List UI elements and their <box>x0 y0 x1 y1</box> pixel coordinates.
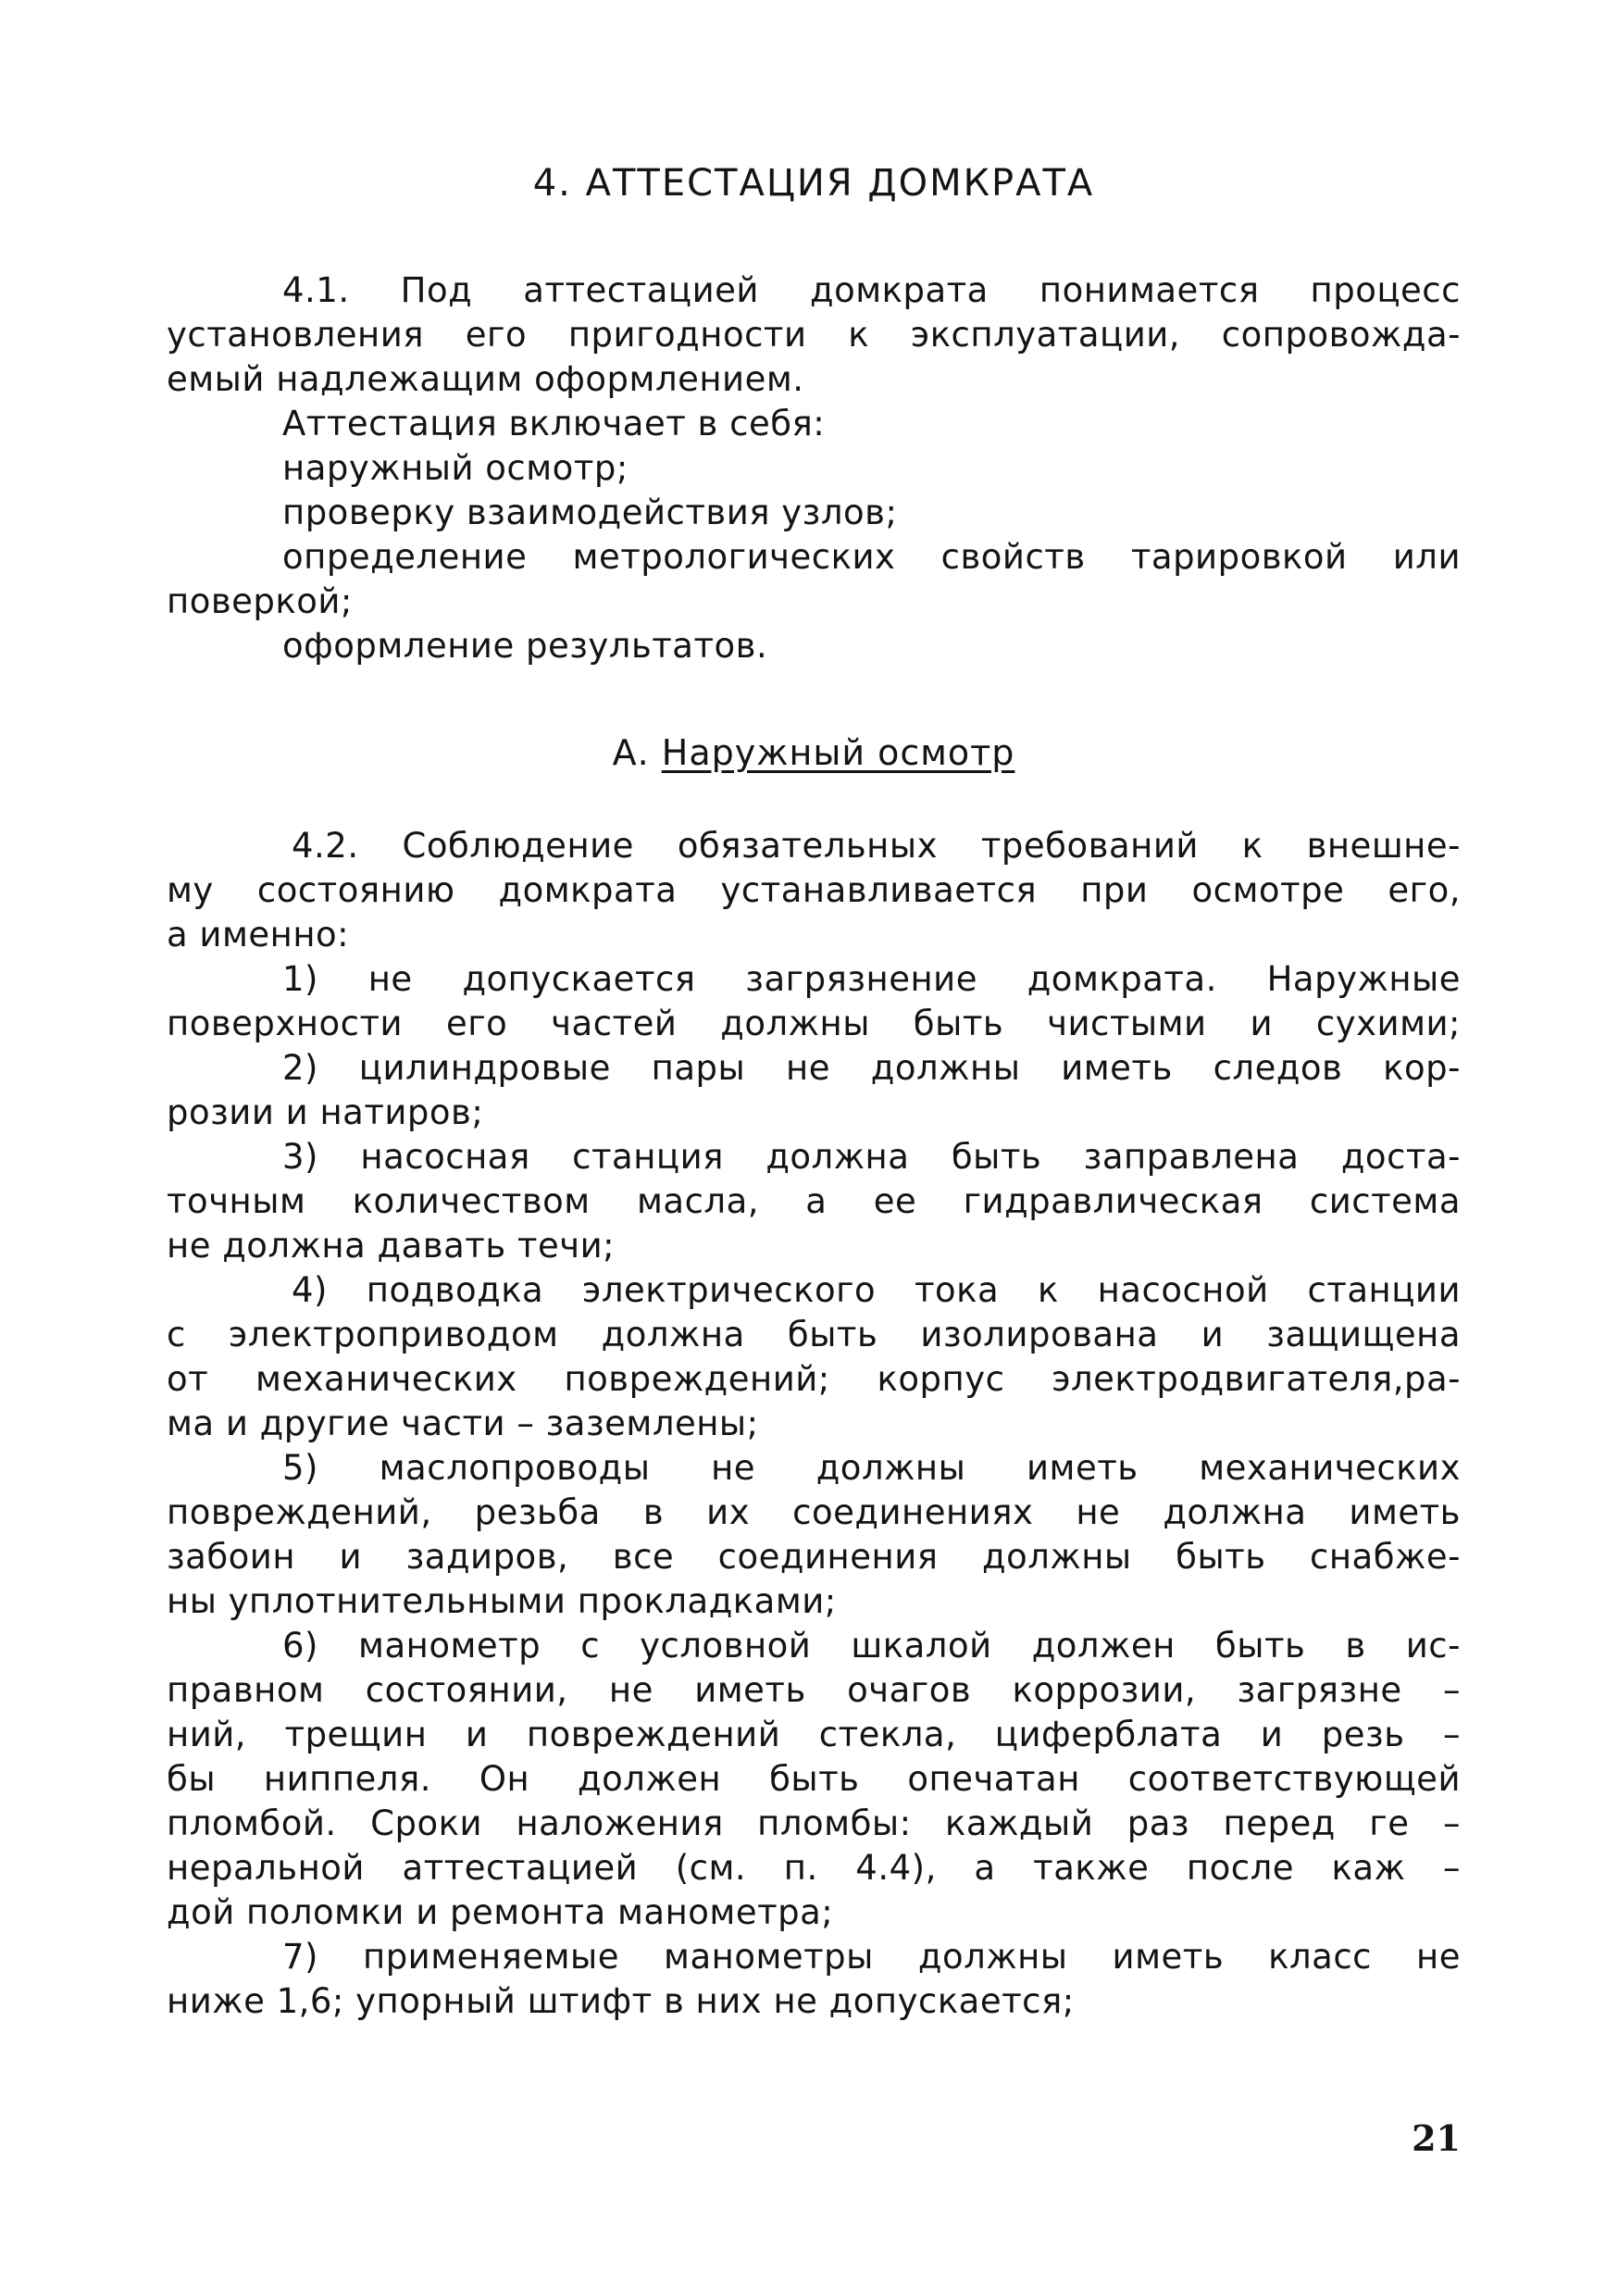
requirement-line: 6) манометр с условной шкалой должен быть в ис- <box>282 1626 1461 1666</box>
paragraph-4-1-line: емый надлежащим оформлением. <box>167 359 804 399</box>
requirement-line: 3) насосная станция должна быть заправлена доста- <box>282 1137 1461 1177</box>
requirement-line: ма и другие части – заземлены; <box>167 1404 759 1443</box>
requirement-line: забоин и задиров, все соединения должны быть снабже- <box>167 1537 1461 1577</box>
paragraph-4-2-line: 4.2. Соблюдение обязательных требований к внешне- <box>292 826 1461 866</box>
requirement-line: 4) подводка электрического тока к насосной станции <box>292 1270 1461 1310</box>
requirement-line: розии и натиров; <box>167 1092 484 1132</box>
requirement-line: ний, трещин и повреждений стекла, циферблата и резь – <box>167 1715 1461 1754</box>
paragraph-4-2-line: а именно: <box>167 915 350 955</box>
paragraph-4-1-line: установления его пригодности к эксплуатации, сопровожда- <box>167 315 1461 355</box>
page-number: 21 <box>1412 2117 1461 2159</box>
requirement-line: неральной аттестацией (см. п. 4.4), а также после каж – <box>167 1848 1461 1888</box>
chapter-title: 4. АТТЕСТАЦИЯ ДОМКРАТА <box>532 162 1095 205</box>
requirement-line: ниже 1,6; упорный штифт в них не допускается; <box>167 1981 1075 2021</box>
requirement-line: дой поломки и ремонта манометра; <box>167 1892 834 1932</box>
section-a-heading <box>167 730 1461 776</box>
section-title: Наружный осмотр <box>661 732 1015 773</box>
attestation-list-item: проверку взаимодействия узлов; <box>282 493 898 532</box>
attestation-list-item: определение метрологических свойств тарировкой или <box>282 537 1461 577</box>
section-letter: А. <box>612 732 650 773</box>
requirement-line: правном состоянии, не иметь очагов коррозии, загрязне – <box>167 1670 1461 1710</box>
paragraph-4-2-line: му состоянию домкрата устанавливается при осмотре его, <box>167 870 1461 910</box>
requirement-line: 7) применяемые манометры должны иметь класс не <box>282 1937 1461 1977</box>
requirement-line: ны уплотнительными прокладками; <box>167 1581 837 1621</box>
requirement-line: 1) не допускается загрязнение домкрата. Наружные <box>282 959 1461 999</box>
document-page <box>167 0 1461 2296</box>
requirement-line: повреждений, резьба в их соединениях не должна иметь <box>167 1492 1461 1532</box>
requirement-line: с электроприводом должна быть изолирована и защищена <box>167 1315 1461 1354</box>
paragraph-4-1-line: 4.1. Под аттестацией домкрата понимается процесс <box>282 270 1461 310</box>
attestation-list-item: наружный осмотр; <box>282 448 629 488</box>
requirement-line: 5) маслопроводы не должны иметь механических <box>282 1448 1461 1488</box>
requirement-line: пломбой. Сроки наложения пломбы: каждый раз перед ге – <box>167 1803 1461 1843</box>
attestation-list-item: оформление результатов. <box>282 626 768 666</box>
requirement-line: бы ниппеля. Он должен быть опечатан соответствующей <box>167 1759 1461 1799</box>
requirement-line: от механических повреждений; корпус электродвигателя,ра- <box>167 1359 1461 1399</box>
requirement-line: 2) цилиндровые пары не должны иметь следов кор- <box>282 1048 1461 1088</box>
attestation-list-item: поверкой; <box>167 581 353 621</box>
requirement-line: не должна давать течи; <box>167 1226 616 1266</box>
attestation-includes-line: Аттестация включает в себя: <box>282 404 826 443</box>
requirement-line: точным количеством масла, а ее гидравлическая система <box>167 1181 1461 1221</box>
requirement-line: поверхности его частей должны быть чистыми и сухими; <box>167 1004 1461 1043</box>
